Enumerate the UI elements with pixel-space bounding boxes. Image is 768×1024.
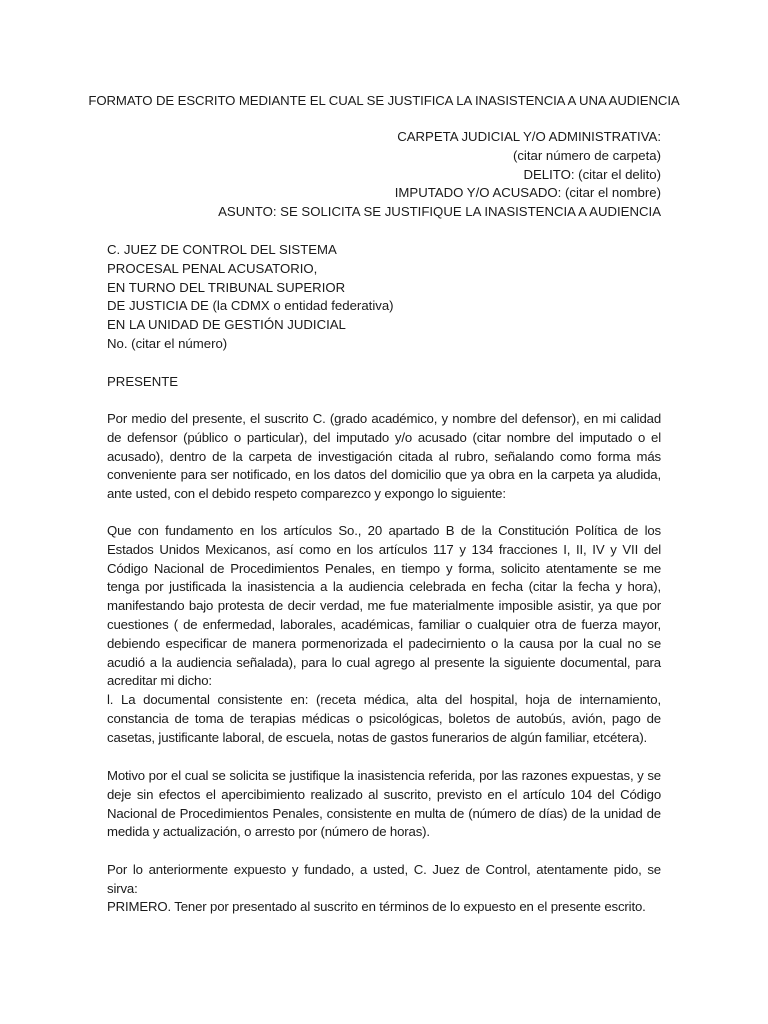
addressee-line: DE JUSTICIA DE (la CDMX o entidad federativa) (107, 298, 394, 314)
document-title: FORMATO DE ESCRITO MEDIANTE EL CUAL SE JUSTIFICA LA INASISTENCIA A UNA AUDIENCIA (88, 93, 680, 108)
paragraph-petition: Por lo anteriormente expuesto y fundado, a usted, C. Juez de Control, atentamente pido, se sirva: (107, 862, 661, 896)
presente-heading: PRESENTE (107, 374, 179, 389)
subject-line: ASUNTO: SE SOLICITA SE JUSTIFIQUE LA INASISTENCIA A AUDIENCIA (218, 204, 661, 220)
case-folder-label: CARPETA JUDICIAL Y/O ADMINISTRATIVA: (397, 129, 661, 144)
paragraph-introduction: Por medio del presente, el suscrito C. (grado académico, y nombre del defensor), en mi calidad de defensor (público o particular), del imputado y/o acusado (citar nombre del imputado o el acusado), dentro de la carpeta de investigación citada al rubro, señalando como forma más conveniente para ser notificado, en los datos del domicilio que ya obra en la carpeta ya aludida, ante usted, con el debido respeto comparezco y expongo lo siguiente: (107, 411, 661, 502)
paragraph-legal-basis: Que con fundamento en los artículos So., 20 apartado B de la Constitución Política de los Estados Unidos Mexicanos, así como en los artículos 117 y 134 fracciones I, II, IV y VII del Código Nacional de Procedimientos Penales, en tiempo y forma, solicito atentamente se me tenga por justificada la inasistencia a la audiencia celebrada en fecha (citar la fecha y hora), manifestando bajo protesta de decir verdad, me fue materialmente imposible asistir, ya que por cuestiones ( de enfermedad, laborales, académicas, familiar o cualquier otra de fuerza mayor, debiendo especificar de manera pormenorizada el padecirniento o la causa por la cual no se acudió a la audiencia señalada), para lo cual agrego al presente la siguiente documental, para acreditar mi dicho: (107, 523, 661, 689)
accused-line: IMPUTADO Y/O ACUSADO: (citar el nombre) (394, 185, 661, 201)
crime-line: DELITO: (citar el delito) (523, 166, 661, 182)
addressee-line: No. (citar el número) (107, 335, 228, 351)
paragraph-first-point: PRIMERO. Tener por presentado al suscrito en términos de lo expuesto en el presente escrito. (107, 899, 646, 914)
paragraph-evidence: l. La documental consistente en: (receta médica, alta del hospital, hoja de internamiento, constancia de toma de terapias médicas o psicológicas, boletos de autobús, avión, pago de casetas, justificante laboral, de escuela, notas de gastos funerarios de algún familiar, etcétera). (107, 692, 661, 745)
addressee-block (107, 241, 394, 354)
case-header (218, 128, 661, 222)
paragraph-request: Motivo por el cual se solicita se justifique la inasistencia referida, por las razones expuestas, y se deje sin efectos el apercibimiento realizado al suscrito, previsto en el artículo 104 del Código Nacional de Procedimientos Penales, consistente en multa de (número de días) de la unidad de medida y actualización, o arresto por (número de horas). (107, 768, 661, 840)
case-folder-number: (citar número de carpeta) (512, 147, 661, 163)
addressee-line: EN LA UNIDAD DE GESTIÓN JUDICIAL (107, 317, 346, 333)
addressee-line: C. JUEZ DE CONTROL DEL SISTEMA (107, 242, 337, 257)
addressee-line: EN TURNO DEL TRIBUNAL SUPERIOR (107, 279, 346, 295)
addressee-line: PROCESAL PENAL ACUSATORIO, (107, 260, 318, 276)
